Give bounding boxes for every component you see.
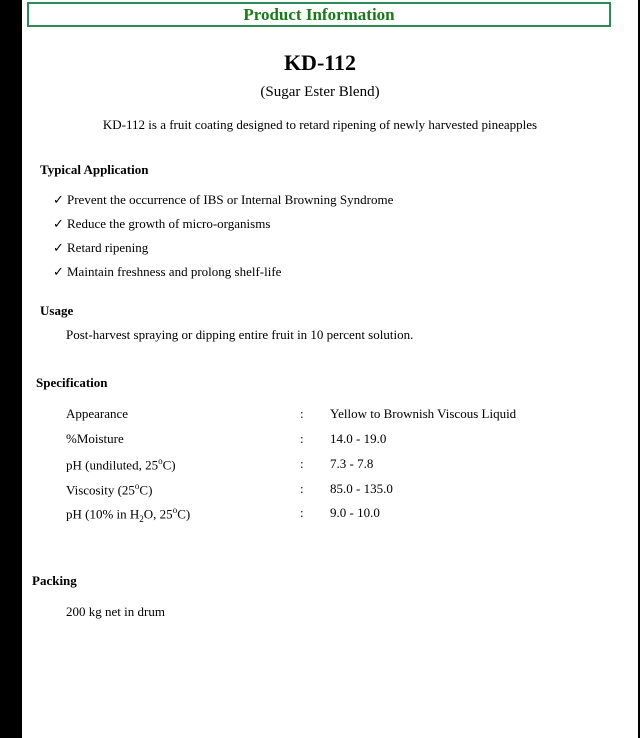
check-icon: ✓ — [53, 264, 64, 279]
list-item-text: Retard ripening — [67, 240, 149, 255]
list-item — [53, 264, 281, 280]
spec-separator: : — [300, 505, 304, 520]
header-banner — [27, 2, 611, 27]
spec-value-moisture: 14.0 - 19.0 — [330, 431, 387, 446]
spec-label-viscosity: Viscosity (25$^o$C) — [66, 481, 153, 498]
list-item — [53, 240, 148, 256]
spec-value-ph-solution: 9.0 - 10.0 — [330, 505, 380, 520]
check-icon: ✓ — [53, 216, 64, 231]
left-black-border — [0, 0, 22, 738]
usage-heading: Usage — [40, 303, 74, 318]
product-description: KD-112 is a fruit coating designed to retard ripening of newly harvested pineapples — [102, 117, 538, 132]
packing-text: 200 kg net in drum — [66, 604, 165, 619]
spec-label-moisture: %Moisture — [66, 431, 124, 446]
usage-text: Post-harvest spraying or dipping entire fruit in 10 percent solution. — [66, 327, 414, 342]
spec-value-appearance: Yellow to Brownish Viscous Liquid — [330, 406, 517, 421]
product-name: KD-112 — [283, 50, 357, 75]
header-title: Product Information — [243, 4, 395, 24]
product-subtitle: (Sugar Ester Blend) — [260, 84, 380, 100]
specification-heading: Specification — [36, 375, 108, 390]
spec-value-viscosity: 85.0 - 135.0 — [330, 481, 393, 496]
spec-value-ph-undiluted: 7.3 - 7.8 — [330, 456, 374, 471]
list-item — [53, 216, 270, 232]
list-item-text: Prevent the occurrence of IBS or Internal Browning Syndrome — [67, 192, 394, 207]
typical-application-heading: Typical Application — [40, 162, 149, 177]
spec-separator: : — [300, 431, 304, 446]
check-icon: ✓ — [53, 192, 64, 207]
packing-heading: Packing — [32, 573, 77, 588]
list-item-text: Reduce the growth of micro-organisms — [67, 216, 271, 231]
spec-label-appearance: Appearance — [66, 406, 129, 421]
spec-label-ph-undiluted: pH (undiluted, 25$^o$C) — [66, 456, 176, 473]
spec-separator: : — [300, 481, 304, 496]
spec-label-ph-solution: pH (10% in $H_2O$, 25$^o$C) — [66, 505, 191, 524]
list-item — [53, 192, 393, 208]
spec-separator: : — [300, 406, 304, 421]
spec-separator: : — [300, 456, 304, 471]
list-item-text: Maintain freshness and prolong shelf-life — [67, 264, 282, 279]
check-icon: ✓ — [53, 240, 64, 255]
